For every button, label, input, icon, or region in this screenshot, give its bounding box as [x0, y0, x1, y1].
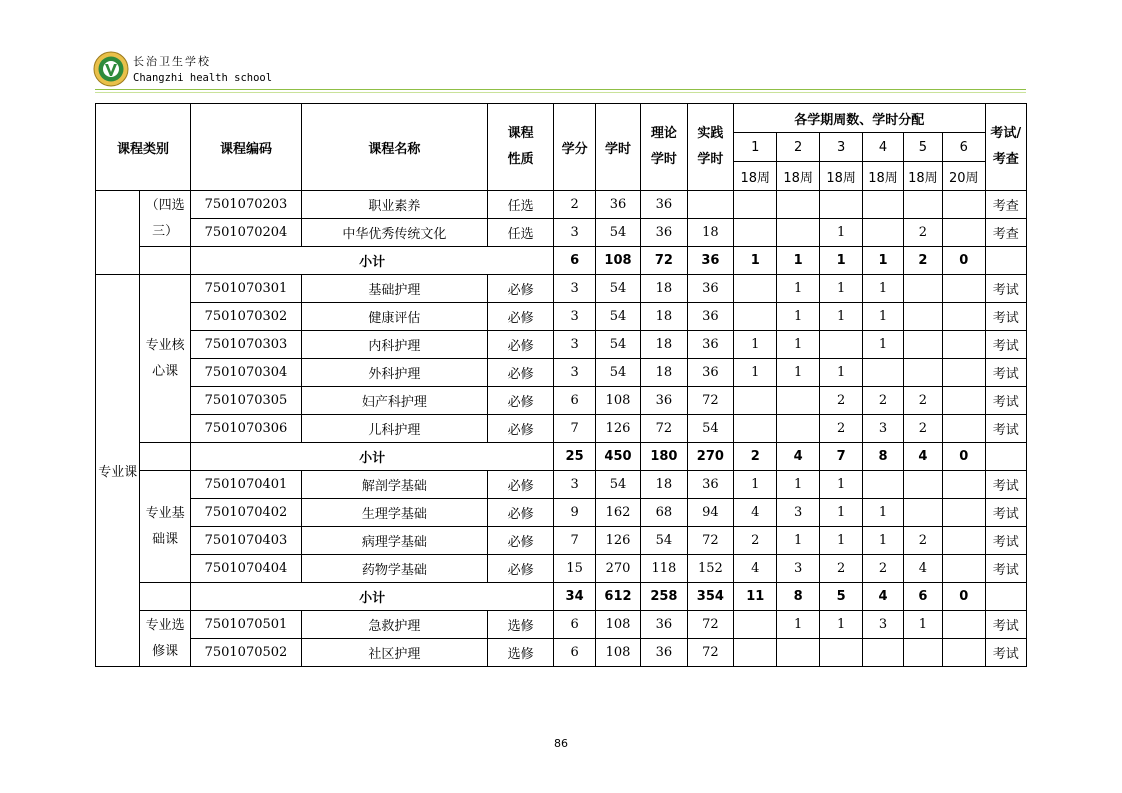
- course-theory-hours: 36: [641, 387, 687, 415]
- semester-hours-s2: [777, 387, 819, 415]
- subtotal-s4: 1: [863, 247, 903, 275]
- header-divider-light: [95, 92, 1026, 93]
- course-practice-hours: 72: [687, 639, 733, 667]
- semester-hours-s5: 2: [903, 219, 942, 247]
- course-code: 7501070502: [190, 639, 301, 667]
- semester-hours-s2: 1: [777, 471, 819, 499]
- subtotal-s5: 4: [903, 443, 942, 471]
- course-credit: 6: [554, 611, 595, 639]
- course-code: 7501070306: [190, 415, 301, 443]
- col-header-category: 课程类别: [96, 104, 191, 191]
- semester-hours-s5: [903, 303, 942, 331]
- semester-weeks: 18周: [819, 162, 862, 191]
- semester-hours-s4: 1: [863, 527, 903, 555]
- subtotal-credit: 6: [554, 247, 595, 275]
- semester-hours-s6: [943, 275, 985, 303]
- subtotal-s1: 2: [734, 443, 777, 471]
- course-row: [96, 191, 1027, 219]
- course-row: [96, 527, 1027, 555]
- course-hours: 108: [595, 611, 640, 639]
- header-divider: [95, 89, 1026, 90]
- course-row: [96, 387, 1027, 415]
- course-practice-hours: 72: [687, 387, 733, 415]
- semester-hours-s2: 1: [777, 359, 819, 387]
- course-nature: 选修: [487, 639, 554, 667]
- course-row: [96, 555, 1027, 583]
- semester-hours-s6: [943, 219, 985, 247]
- semester-hours-s1: [734, 639, 777, 667]
- course-name: 职业素养: [301, 191, 487, 219]
- course-practice-hours: 36: [687, 303, 733, 331]
- semester-hours-s2: 1: [777, 527, 819, 555]
- course-credit: 7: [554, 415, 595, 443]
- col-header-theory: 理论 学时: [641, 104, 687, 191]
- semester-hours-s5: [903, 499, 942, 527]
- subtotal-label: 小计: [190, 443, 553, 471]
- semester-hours-s6: [943, 415, 985, 443]
- course-hours: 54: [595, 331, 640, 359]
- semester-hours-s6: [943, 387, 985, 415]
- course-exam-type: 考试: [985, 471, 1027, 499]
- course-row: [96, 331, 1027, 359]
- semester-hours-s2: 3: [777, 555, 819, 583]
- semester-hours-s5: 1: [903, 611, 942, 639]
- course-practice-hours: [687, 191, 733, 219]
- course-credit: 6: [554, 639, 595, 667]
- school-name-en: Changzhi health school: [133, 72, 273, 84]
- semester-hours-s5: 2: [903, 527, 942, 555]
- semester-hours-s3: 1: [819, 471, 862, 499]
- semester-hours-s6: [943, 499, 985, 527]
- semester-hours-s6: [943, 331, 985, 359]
- subtotal-s1: 11: [734, 583, 777, 611]
- subtotal-s2: 8: [777, 583, 819, 611]
- semester-hours-s5: [903, 331, 942, 359]
- semester-hours-s3: 2: [819, 415, 862, 443]
- semester-hours-s4: 1: [863, 275, 903, 303]
- semester-hours-s1: 1: [734, 471, 777, 499]
- subcategory-label: 专业选 修课: [140, 611, 191, 667]
- course-hours: 54: [595, 471, 640, 499]
- subtotal-s2: 4: [777, 443, 819, 471]
- col-header-name: 课程名称: [301, 104, 487, 191]
- course-code: 7501070404: [190, 555, 301, 583]
- course-theory-hours: 36: [641, 219, 687, 247]
- semester-hours-s1: [734, 191, 777, 219]
- course-name: 外科护理: [301, 359, 487, 387]
- course-credit: 2: [554, 191, 595, 219]
- course-nature: 必修: [487, 527, 554, 555]
- subtotal-s4: 4: [863, 583, 903, 611]
- subtotal-credit: 34: [554, 583, 595, 611]
- semester-hours-s3: 2: [819, 387, 862, 415]
- course-code: 7501070302: [190, 303, 301, 331]
- semester-hours-s4: 1: [863, 331, 903, 359]
- subtotal-practice: 270: [687, 443, 733, 471]
- semester-hours-s6: [943, 471, 985, 499]
- subtotal-s6: 0: [943, 443, 985, 471]
- semester-hours-s2: 1: [777, 611, 819, 639]
- course-nature: 必修: [487, 471, 554, 499]
- subtotal-label: 小计: [190, 247, 553, 275]
- course-theory-hours: 54: [641, 527, 687, 555]
- course-exam-type: 考试: [985, 639, 1027, 667]
- semester-number: 2: [777, 133, 819, 162]
- subtotal-hours: 450: [595, 443, 640, 471]
- subtotal-practice: 354: [687, 583, 733, 611]
- course-name: 病理学基础: [301, 527, 487, 555]
- school-emblem-icon: [93, 51, 129, 87]
- semester-hours-s6: [943, 527, 985, 555]
- semester-hours-s3: 1: [819, 275, 862, 303]
- semester-hours-s3: 1: [819, 303, 862, 331]
- subtotal-s2: 1: [777, 247, 819, 275]
- course-credit: 3: [554, 303, 595, 331]
- col-header-practice: 实践 学时: [687, 104, 733, 191]
- course-code: 7501070401: [190, 471, 301, 499]
- course-practice-hours: 54: [687, 415, 733, 443]
- course-practice-hours: 36: [687, 359, 733, 387]
- course-nature: 选修: [487, 611, 554, 639]
- course-code: 7501070204: [190, 219, 301, 247]
- course-code: 7501070305: [190, 387, 301, 415]
- course-theory-hours: 68: [641, 499, 687, 527]
- course-name: 急救护理: [301, 611, 487, 639]
- semester-hours-s1: 1: [734, 359, 777, 387]
- course-name: 内科护理: [301, 331, 487, 359]
- subtotal-s3: 7: [819, 443, 862, 471]
- course-nature: 必修: [487, 555, 554, 583]
- semester-hours-s1: [734, 415, 777, 443]
- course-hours: 270: [595, 555, 640, 583]
- course-theory-hours: 18: [641, 359, 687, 387]
- semester-hours-s4: 1: [863, 303, 903, 331]
- course-code: 7501070403: [190, 527, 301, 555]
- course-name: 社区护理: [301, 639, 487, 667]
- course-nature: 必修: [487, 499, 554, 527]
- semester-hours-s4: 3: [863, 611, 903, 639]
- course-theory-hours: 18: [641, 303, 687, 331]
- course-practice-hours: 72: [687, 527, 733, 555]
- course-code: 7501070303: [190, 331, 301, 359]
- course-row: [96, 499, 1027, 527]
- course-exam-type: 考查: [985, 191, 1027, 219]
- course-hours: 54: [595, 275, 640, 303]
- semester-hours-s3: [819, 191, 862, 219]
- semester-hours-s2: [777, 639, 819, 667]
- semester-hours-s1: [734, 611, 777, 639]
- course-row: [96, 415, 1027, 443]
- semester-number: 6: [943, 133, 985, 162]
- course-exam-type: 考试: [985, 275, 1027, 303]
- semester-hours-s5: 2: [903, 415, 942, 443]
- course-practice-hours: 94: [687, 499, 733, 527]
- course-exam-type: 考试: [985, 499, 1027, 527]
- course-hours: 36: [595, 191, 640, 219]
- course-name: 解剖学基础: [301, 471, 487, 499]
- course-theory-hours: 36: [641, 191, 687, 219]
- course-hours: 108: [595, 639, 640, 667]
- semester-number: 5: [903, 133, 942, 162]
- course-practice-hours: 152: [687, 555, 733, 583]
- semester-hours-s1: 4: [734, 499, 777, 527]
- subtotal-s1: 1: [734, 247, 777, 275]
- course-hours: 54: [595, 219, 640, 247]
- semester-hours-s6: [943, 611, 985, 639]
- semester-hours-s1: [734, 303, 777, 331]
- semester-hours-s1: [734, 275, 777, 303]
- course-name: 健康评估: [301, 303, 487, 331]
- subtotal-s6: 0: [943, 583, 985, 611]
- course-credit: 9: [554, 499, 595, 527]
- semester-hours-s3: [819, 331, 862, 359]
- semester-hours-s2: 3: [777, 499, 819, 527]
- course-code: 7501070301: [190, 275, 301, 303]
- course-theory-hours: 18: [641, 275, 687, 303]
- semester-hours-s6: [943, 555, 985, 583]
- subtotal-hours: 612: [595, 583, 640, 611]
- col-header-nature: 课程 性质: [487, 104, 554, 191]
- course-exam-type: 考试: [985, 611, 1027, 639]
- semester-hours-s4: [863, 219, 903, 247]
- course-credit: 3: [554, 331, 595, 359]
- semester-hours-s2: 1: [777, 303, 819, 331]
- semester-hours-s6: [943, 303, 985, 331]
- course-nature: 必修: [487, 275, 554, 303]
- semester-hours-s3: [819, 639, 862, 667]
- subtotal-s5: 2: [903, 247, 942, 275]
- semester-hours-s2: [777, 191, 819, 219]
- semester-hours-s1: 2: [734, 527, 777, 555]
- col-header-code: 课程编码: [190, 104, 301, 191]
- col-header-semester-group: 各学期周数、学时分配: [734, 104, 985, 133]
- semester-hours-s5: 2: [903, 387, 942, 415]
- semester-hours-s3: 1: [819, 499, 862, 527]
- subtotal-label: 小计: [190, 583, 553, 611]
- semester-hours-s5: [903, 359, 942, 387]
- course-nature: 必修: [487, 331, 554, 359]
- subtotal-s3: 5: [819, 583, 862, 611]
- semester-hours-s3: 2: [819, 555, 862, 583]
- semester-hours-s3: 1: [819, 611, 862, 639]
- semester-number: 1: [734, 133, 777, 162]
- header-row-1: [96, 104, 1027, 133]
- course-row: [96, 303, 1027, 331]
- course-credit: 15: [554, 555, 595, 583]
- semester-weeks: 18周: [734, 162, 777, 191]
- course-practice-hours: 36: [687, 331, 733, 359]
- semester-weeks: 18周: [903, 162, 942, 191]
- semester-weeks: 20周: [943, 162, 985, 191]
- subcategory-empty: [140, 583, 191, 611]
- subtotal-theory: 180: [641, 443, 687, 471]
- subtotal-credit: 25: [554, 443, 595, 471]
- subtotal-practice: 36: [687, 247, 733, 275]
- semester-hours-s4: [863, 359, 903, 387]
- semester-hours-s2: [777, 219, 819, 247]
- course-name: 药物学基础: [301, 555, 487, 583]
- course-theory-hours: 36: [641, 639, 687, 667]
- subcategory-empty: [140, 443, 191, 471]
- course-nature: 必修: [487, 303, 554, 331]
- semester-hours-s4: 2: [863, 555, 903, 583]
- course-exam-type: 考试: [985, 415, 1027, 443]
- semester-hours-s3: 1: [819, 527, 862, 555]
- subtotal-s5: 6: [903, 583, 942, 611]
- course-hours: 126: [595, 415, 640, 443]
- course-code: 7501070203: [190, 191, 301, 219]
- col-header-credit: 学分: [554, 104, 595, 191]
- semester-hours-s6: [943, 191, 985, 219]
- semester-hours-s2: 1: [777, 275, 819, 303]
- course-exam-type: 考试: [985, 331, 1027, 359]
- semester-number: 3: [819, 133, 862, 162]
- course-exam-type: 考试: [985, 387, 1027, 415]
- semester-hours-s6: [943, 359, 985, 387]
- page-number: 86: [554, 737, 568, 750]
- semester-hours-s1: 4: [734, 555, 777, 583]
- semester-hours-s1: [734, 219, 777, 247]
- course-theory-hours: 118: [641, 555, 687, 583]
- course-credit: 3: [554, 359, 595, 387]
- semester-hours-s5: [903, 639, 942, 667]
- course-exam-type: 考查: [985, 219, 1027, 247]
- subtotal-exam-empty: [985, 247, 1027, 275]
- course-hours: 126: [595, 527, 640, 555]
- course-theory-hours: 36: [641, 611, 687, 639]
- subtotal-row: [96, 583, 1027, 611]
- course-name: 妇产科护理: [301, 387, 487, 415]
- semester-hours-s4: 2: [863, 387, 903, 415]
- subtotal-theory: 258: [641, 583, 687, 611]
- semester-weeks: 18周: [863, 162, 903, 191]
- course-nature: 任选: [487, 191, 554, 219]
- semester-hours-s1: 1: [734, 331, 777, 359]
- semester-hours-s2: 1: [777, 331, 819, 359]
- course-name: 儿科护理: [301, 415, 487, 443]
- semester-hours-s4: [863, 639, 903, 667]
- semester-hours-s4: [863, 191, 903, 219]
- course-credit: 6: [554, 387, 595, 415]
- subtotal-row: [96, 247, 1027, 275]
- course-credit: 3: [554, 275, 595, 303]
- course-code: 7501070304: [190, 359, 301, 387]
- subcategory-label: 专业基 础课: [140, 471, 191, 583]
- semester-hours-s5: [903, 191, 942, 219]
- subtotal-s4: 8: [863, 443, 903, 471]
- semester-hours-s4: [863, 471, 903, 499]
- course-theory-hours: 72: [641, 415, 687, 443]
- course-code: 7501070402: [190, 499, 301, 527]
- school-name-cn: 长治卫生学校: [133, 55, 211, 68]
- semester-hours-s4: 1: [863, 499, 903, 527]
- course-row: [96, 275, 1027, 303]
- subcategory-label: （四选三）: [140, 191, 191, 247]
- semester-hours-s1: [734, 387, 777, 415]
- semester-hours-s4: 3: [863, 415, 903, 443]
- subtotal-row: [96, 443, 1027, 471]
- course-hours: 54: [595, 303, 640, 331]
- course-practice-hours: 36: [687, 275, 733, 303]
- course-nature: 必修: [487, 359, 554, 387]
- course-exam-type: 考试: [985, 359, 1027, 387]
- course-theory-hours: 18: [641, 331, 687, 359]
- semester-hours-s2: [777, 415, 819, 443]
- semester-hours-s5: [903, 275, 942, 303]
- course-practice-hours: 36: [687, 471, 733, 499]
- course-exam-type: 考试: [985, 555, 1027, 583]
- subtotal-hours: 108: [595, 247, 640, 275]
- course-exam-type: 考试: [985, 303, 1027, 331]
- semester-hours-s5: 4: [903, 555, 942, 583]
- course-nature: 必修: [487, 415, 554, 443]
- subcategory-label: 专业核 心课: [140, 275, 191, 443]
- subtotal-exam-empty: [985, 583, 1027, 611]
- course-row: [96, 471, 1027, 499]
- category-cell-empty: [96, 191, 140, 275]
- course-practice-hours: 18: [687, 219, 733, 247]
- course-row: [96, 359, 1027, 387]
- course-nature: 必修: [487, 387, 554, 415]
- subtotal-s6: 0: [943, 247, 985, 275]
- course-name: 生理学基础: [301, 499, 487, 527]
- semester-hours-s6: [943, 639, 985, 667]
- col-header-exam: 考试/ 考查: [985, 104, 1027, 191]
- subtotal-s3: 1: [819, 247, 862, 275]
- semester-hours-s3: 1: [819, 359, 862, 387]
- course-credit: 3: [554, 219, 595, 247]
- curriculum-table: [95, 103, 1027, 667]
- course-row: [96, 611, 1027, 639]
- course-hours: 108: [595, 387, 640, 415]
- course-row: [96, 639, 1027, 667]
- course-credit: 7: [554, 527, 595, 555]
- course-theory-hours: 18: [641, 471, 687, 499]
- course-code: 7501070501: [190, 611, 301, 639]
- course-name: 中华优秀传统文化: [301, 219, 487, 247]
- course-nature: 任选: [487, 219, 554, 247]
- col-header-hours: 学时: [595, 104, 640, 191]
- subtotal-exam-empty: [985, 443, 1027, 471]
- course-name: 基础护理: [301, 275, 487, 303]
- semester-number: 4: [863, 133, 903, 162]
- semester-hours-s5: [903, 471, 942, 499]
- category-label-major: 专业课: [96, 275, 140, 667]
- subtotal-theory: 72: [641, 247, 687, 275]
- semester-weeks: 18周: [777, 162, 819, 191]
- course-exam-type: 考试: [985, 527, 1027, 555]
- course-credit: 3: [554, 471, 595, 499]
- course-practice-hours: 72: [687, 611, 733, 639]
- course-row: [96, 219, 1027, 247]
- subcategory-empty: [140, 247, 191, 275]
- course-hours: 54: [595, 359, 640, 387]
- course-hours: 162: [595, 499, 640, 527]
- semester-hours-s3: 1: [819, 219, 862, 247]
